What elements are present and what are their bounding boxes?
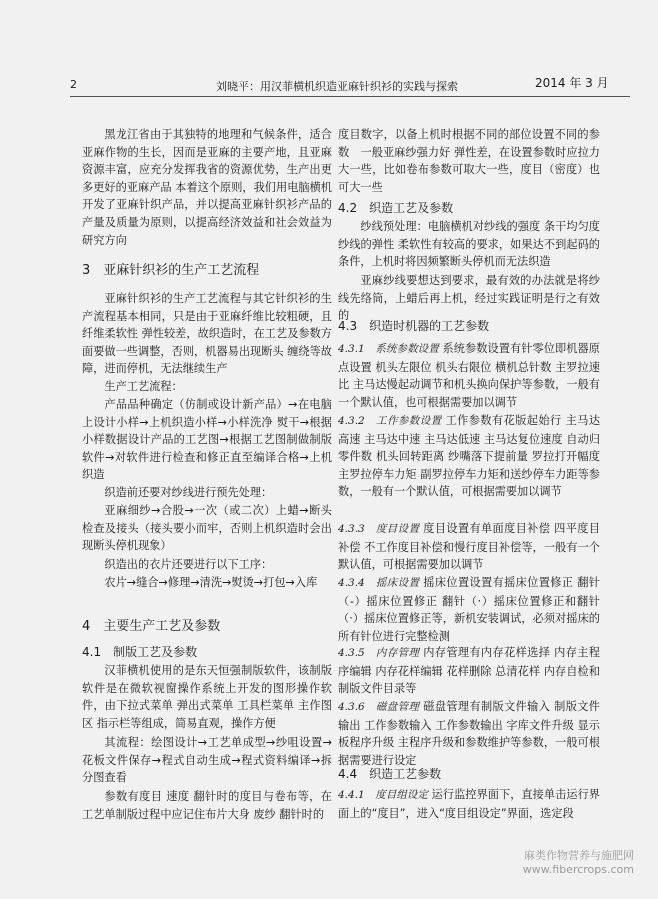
subsubsection-title: 4.3.1 系统参数设置 [338,343,439,355]
subsection-heading: 4.1 制版工艺及参数 [82,645,198,659]
paragraph: 亚麻纱线要想达到要求，最有效的办法就是将纱线先络筒，上蜡后再上机，经过实践证明是行之有效的 [338,274,600,323]
paragraph: 织造出的衣片还要进行以下工序： [104,558,273,571]
header-rule [70,96,630,97]
page-number: 2 [70,78,77,91]
subsubsection-text: 度目设置有单面度目补偿 四平度目补偿 不工作度目补偿和慢行度目补偿等，一般有一个默认值，可根据需要加以调节 [338,522,600,572]
paragraph: 织造前还要对纱线进行预先处理： [104,486,273,499]
running-title: 刘晓平：用汉菲横机织造亚麻针织衫的实践与探索 [216,80,458,93]
subsubsection-text: 工作参数有花版起始行 主马达高速 主马达中速 主马达低速 主马达复位速度 自动归零件数 机头回转距离 纱嘴落下提前量 罗拉打开幅度 主罗拉停车力矩 副罗拉停车力矩和送纱停车力距等参数，一般有一个默认值，可根据需要加以调节 [338,414,601,499]
paragraph: 亚麻细纱→合股→一次（或二次）上蜡→断头检查及接头（接头要小而牢，否则上机织造时会出现断头停机现象） [82,504,332,553]
section-heading: 3 亚麻针织衫的生产工艺流程 [82,263,260,278]
paragraph: 亚麻针织衫的生产工艺流程与其它针织衫的生产流程基本相同，只是由于亚麻纤维比较粗硬，且纤维柔软性 弹性较差，故织造时，在工艺及参数方面要做一些调整，否则，机器易出现断头 缠绕等故障，进而停机，无法继续生产 [82,292,332,376]
paragraph: 产品品种确定（仿制或设计新产品）→在电脑上设计小样→上机织造小样→小样洗净 熨干→根据小样数据设计产品的工艺图→根据工艺图制做制版软件→对软件进行检查和修正直至编译合格→上机织造 [82,398,332,482]
subsubsection [338,644,600,698]
subsubsection-text: 摇床位置设置有摇床位置修正 翻针（-）摇床位置修正 翻针（·）摇床位置修正和翻针（·）摇床位置修正等，新机安装调试，必须对摇床的所有针位进行完整检测 [338,576,600,643]
subsubsection-title: 4.3.4 摇床设置 [338,577,420,589]
paragraph: 纱线预处理：电脑横机对纱线的强度 条干均匀度 纱线的弹性 柔软性有较高的要求，如果达不到起码的条件，上机时将因频繁断头停机而无法织造 [338,220,600,269]
subsubsection-title: 4.3.2 工作参数设置 [338,415,442,427]
subsubsection-title: 4.3.6 磁盘管理 [338,701,420,713]
subsubsection-title: 4.4.1 度目组设定 [338,789,428,801]
subsubsection-text: 系统参数设置有针零位即机器原点设置 机头左限位 机头右限位 横机总针数 主罗拉速比 主马达慢起动调节和机头换向保护等参数，一般有一个默认值，也可根据需要加以调节 [338,342,600,409]
watermark-url: www.fibercrops.com [522,863,634,876]
paragraph: 参数有度目 速度 翻针时的度目与卷布等，在工艺单制版过程中应记住布片大身 废纱 翻针时的 [82,790,332,821]
paragraph: 生产工艺流程： [104,380,183,393]
paragraph: 度目数字，以备上机时根据不同的部位设置不同的参数 一般亚麻纱强力好 弹性差，在设置参数时应拉力大一些，比如卷布参数可取大一些，度目（密度）也可大一些 [338,128,600,194]
paragraph: 农片→缝合→修理→清洗→熨烫→打包→入库 [104,576,318,589]
subsubsection-title: 4.3.3 度目设置 [338,523,420,535]
paragraph: 汉菲横机使用的是东天恒强制版软件，该制版软件是在微软视窗操作系统上开发的图形操作软件，由下拉式菜单 弹出式菜单 工具栏菜单 主作图区 指示栏等组成，简易直观，操作方便 [82,664,332,730]
subsubsection [338,520,600,574]
subsubsection-title: 4.3.5 内存管理 [338,647,420,659]
subsubsection [338,340,600,411]
subsection-heading: 4.4 织造工艺参数 [338,767,442,781]
subsubsection [338,698,600,769]
subsection-heading: 4.3 织造时机器的工艺参数 [338,319,490,333]
watermark [523,849,634,877]
paragraph: 其流程：绘图设计→工艺单成型→纱咀设置→花板文件保存→程式自动生成→程式资料编译→拆分图查看 [82,736,332,785]
watermark-line: 麻类作物营养与施肥网 [524,849,634,862]
section-heading: 4 主要生产工艺及参数 [82,619,221,634]
subsubsection-text: 内存管理有内存花样选择 内存主程序编辑 内存花样编辑 花样删除 总清花样 内存自检和制版文件目录等 [338,646,600,696]
subsection-heading: 4.2 织造工艺及参数 [338,201,454,215]
subsubsection [338,412,600,501]
subsubsection-text: 运行监控界面下，直接单击运行界面上的“度目”，进入“度目组设定”界面，选定段 [338,788,600,820]
subsubsection-text: 磁盘管理有制版文件输入 制版文件输出 工作参数输入 工作参数输出 字库文件升级 显示板程序升级 主程序升级和参数维护等参数，一般可根据需要进行设定 [338,700,600,767]
subsubsection [338,574,600,645]
paragraph: 黑龙江省由于其独特的地理和气候条件，适合亚麻作物的生长，因而是亚麻的主要产地，且亚麻资源丰富，应充分发挥我省的资源优势，生产出更多更好的亚麻产品 本着这个原则，我们用电脑横机开发了亚麻针织产品，并以提高亚麻针织衫产品的产量及质量为原则，以提高经济效益和社会效益为研究方向 [82,128,332,247]
issue-date: 2014 年 3 月 [535,76,609,90]
subsubsection [338,786,600,822]
